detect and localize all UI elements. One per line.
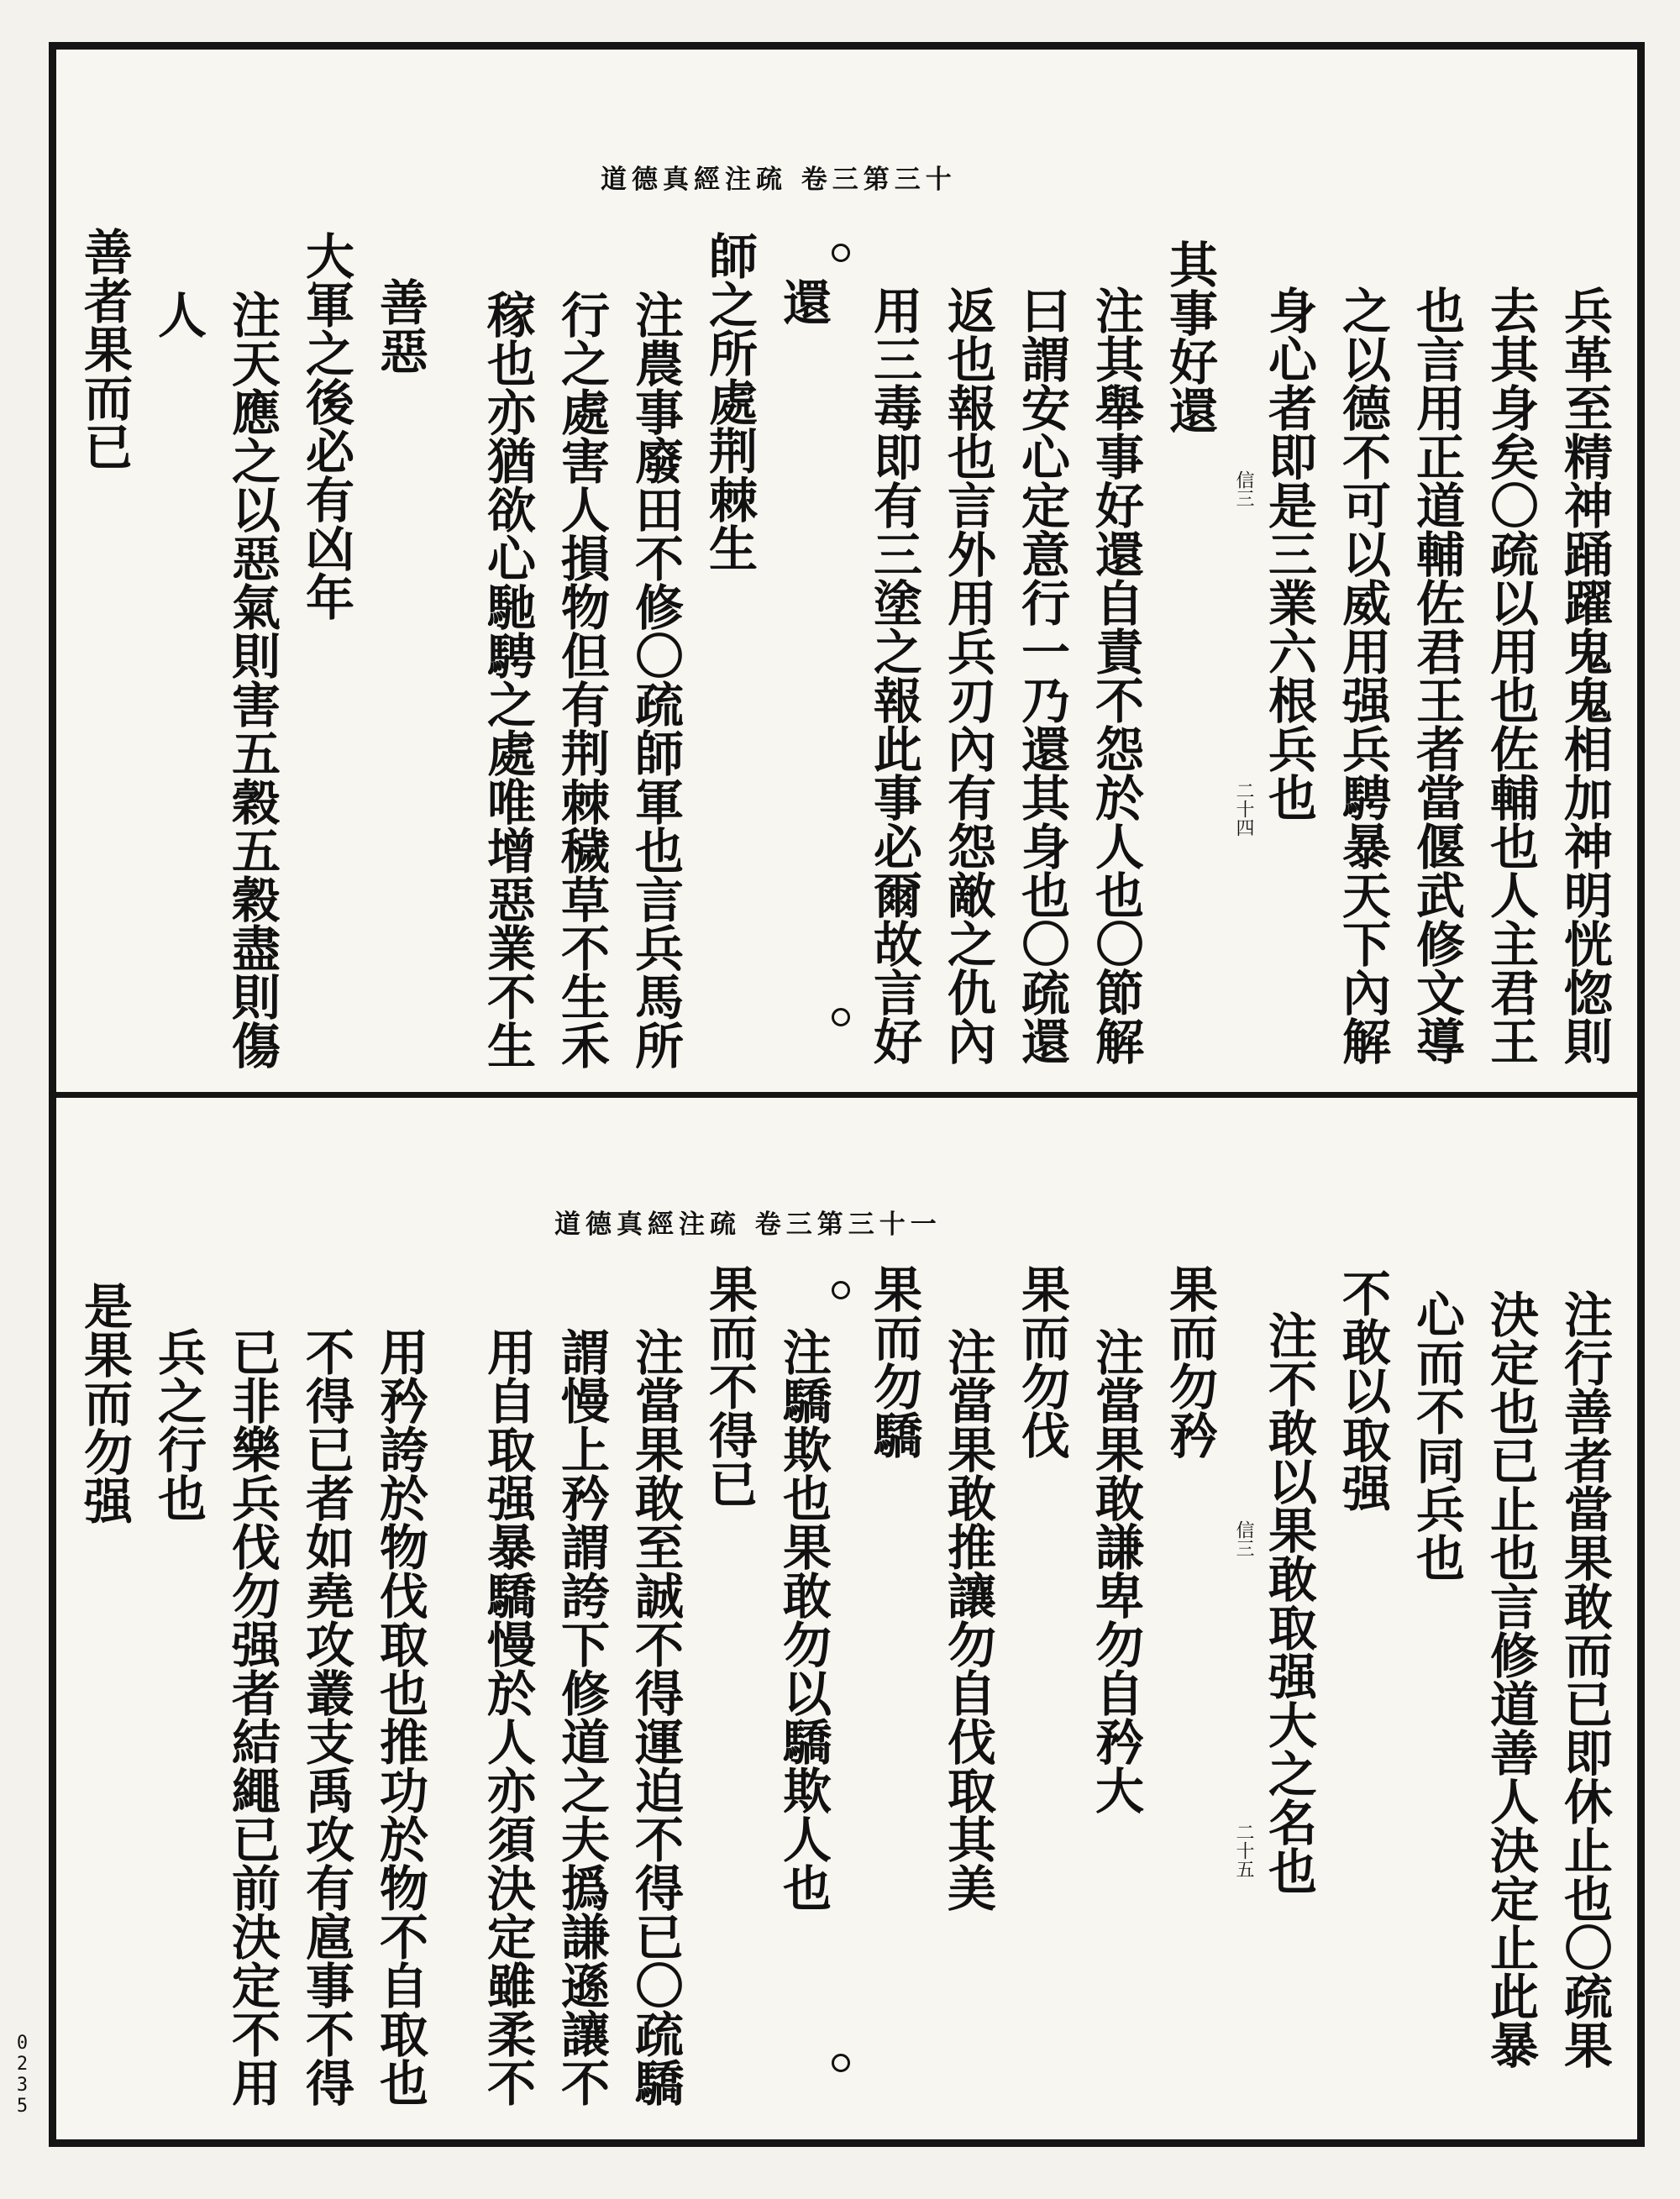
p1-col-17: 大軍之後必有凶年 (297, 231, 354, 621)
p1-col-5: 身心者即是三業六根兵也 (1260, 286, 1317, 821)
p2-col-15: 用自取强暴驕慢於人亦須決定雖柔不 (479, 1327, 536, 2107)
p2-col-9: 注當果敢推讓勿自伐取其美 (939, 1327, 996, 1912)
p2-note-1: 信三 (1233, 1520, 1254, 1557)
panel2-header: 道德真經注疏 卷三第三十一 (554, 1210, 942, 1240)
circle-mark (832, 2054, 850, 2072)
p1-col-2: 去其身矣〇疏以用也佐輔也人主君王 (1482, 286, 1539, 1065)
p2-col-14: 謂慢上矜謂誇下修道之夫撝謙遜讓不 (553, 1327, 610, 2107)
p1-col-11: 還 (774, 277, 832, 326)
p1-col-9: 返也報也言外用兵刃內有怨敵之仇內 (939, 286, 996, 1065)
p2-col-13: 注當果敢至誠不得運迫不得已〇疏驕 (627, 1327, 684, 2107)
p1-col-4: 之以德不可以威用强兵騁暴天下內解 (1334, 286, 1391, 1065)
p2-col-10: 果而勿驕 (865, 1264, 922, 1459)
p1-col-12: 師之所處荆棘生 (701, 231, 758, 572)
p2-col-8: 果而勿伐 (1013, 1264, 1070, 1459)
page-number: 0235 (12, 2033, 33, 2117)
p2-col-6: 果而勿矜 (1161, 1264, 1218, 1459)
p2-col-17: 不得已者如堯攻叢支禹攻有扈事不得 (297, 1327, 354, 2107)
p2-col-7: 注當果敢謙卑勿自矜大 (1087, 1327, 1144, 1814)
p2-col-18: 已非樂兵伐勿强者結繩已前決定不用 (223, 1327, 281, 2107)
p1-col-6: 其事好還 (1161, 239, 1218, 434)
panel1-header: 道德真經注疏 卷三第三十 (601, 165, 957, 195)
panel-divider (49, 1092, 1645, 1098)
p2-col-12: 果而不得已 (701, 1264, 758, 1508)
p2-note-2: 二十五 (1233, 1823, 1254, 1878)
p1-col-8: 曰謂安心定意行一乃還其身也〇疏還 (1013, 286, 1070, 1065)
p2-col-3: 心而不同兵也 (1408, 1289, 1465, 1582)
p2-col-4: 不敢以取强 (1334, 1268, 1391, 1512)
p1-col-16: 善惡 (371, 277, 428, 375)
p1-col-20: 善者果而已 (76, 227, 133, 470)
p1-col-18: 注天應之以惡氣則害五穀五穀盡則傷 (223, 290, 281, 1069)
p1-col-13: 注農事廢田不修〇疏師軍也言兵馬所 (627, 290, 684, 1069)
p2-col-2: 決定也已止也言修道善人決定止此暴 (1482, 1289, 1539, 2069)
p2-col-19: 兵之行也 (150, 1327, 207, 1522)
p1-col-1: 兵革至精神踊躍鬼鬼相加神明恍惚則 (1556, 286, 1613, 1065)
circle-mark (832, 244, 850, 262)
p2-col-5: 注不敢以果敢取强大之名也 (1260, 1310, 1317, 1895)
p1-col-14: 行之處害人損物但有荆棘穢草不生禾 (553, 290, 610, 1069)
p1-col-3: 也言用正道輔佐君王者當偃武修文導 (1408, 286, 1465, 1065)
p2-col-11: 注驕欺也果敢勿以驕欺人也 (774, 1327, 832, 1912)
p2-col-1: 注行善者當果敢而已即休止也〇疏果 (1556, 1289, 1613, 2069)
p1-note-2: 二十四 (1233, 781, 1254, 837)
p1-col-10: 用三毒即有三塗之報此事必爾故言好 (865, 286, 922, 1065)
p1-col-15: 稼也亦猶欲心馳騁之處唯增惡業不生 (479, 290, 536, 1069)
p2-col-20: 是果而勿强 (76, 1281, 133, 1525)
circle-mark (832, 1008, 850, 1026)
circle-mark (832, 1281, 850, 1299)
p2-col-16: 用矜誇於物伐取也推功於物不自取也 (371, 1327, 428, 2107)
p1-col-19: 人 (150, 290, 207, 339)
p1-col-7: 注其舉事好還自責不怨於人也〇節解 (1087, 286, 1144, 1065)
p1-note-1: 信三 (1233, 470, 1254, 507)
